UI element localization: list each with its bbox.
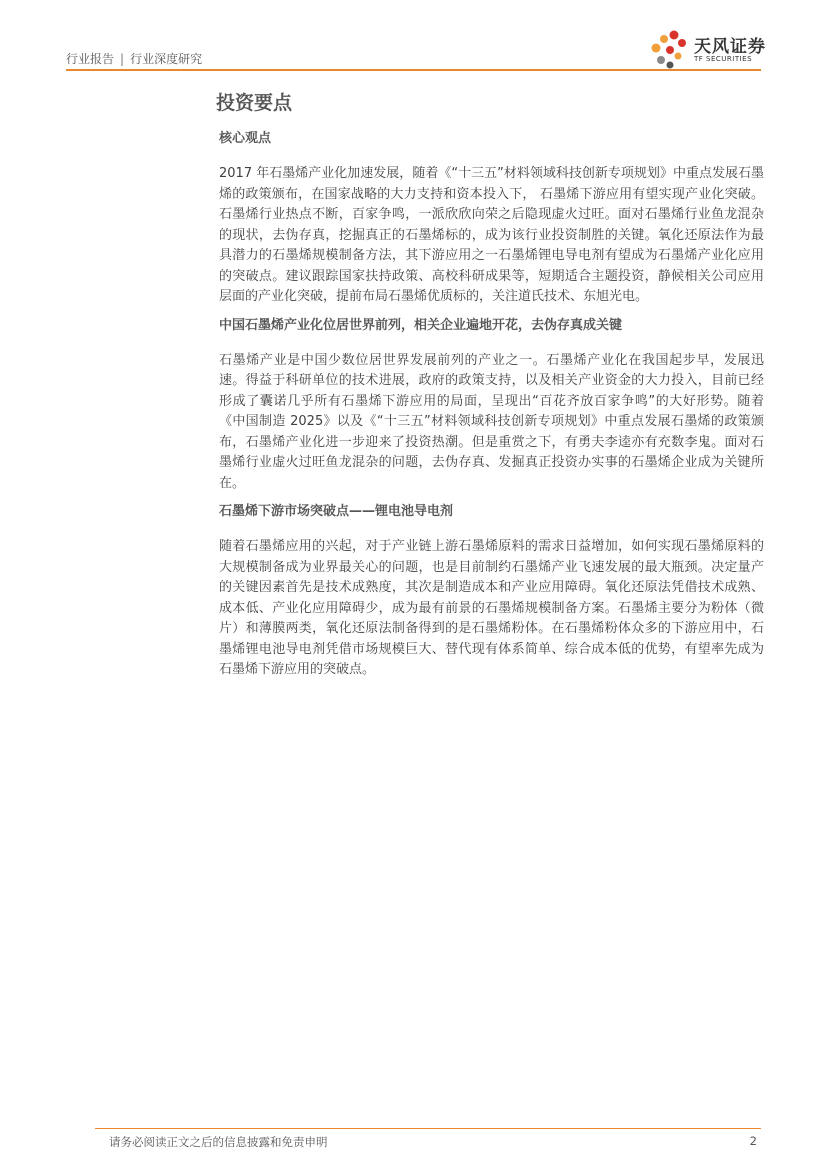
section-paragraph: 石墨烯产业是中国少数位居世界发展前列的产业之一。石墨烯产业化在我国起步早，发展迅速。得益于科研单位的技术进展，政府的政策支持，以及相关产业资金的大力投入，目前已经形成了囊诺几乎所有石墨烯下游应用的局面，呈现出“百花齐放百家争鸣”的大好形势。随着《中国制造 2025》以及《“十三五”材料领域科技创新专项规划》中重点发展石墨烯的政策颁布，石墨烯产业化进一步迎来了投资热潮。但是重赏之下，有勇夫李逵亦有充数李鬼。面对石墨烯行业虚火过旺鱼龙混杂的问题，去伪存真、发掘真正投资办实事的石墨烯企业成为关键所在。	[219, 352, 764, 491]
section-paragraph: 2017 年石墨烯产业化加速发展，随着《“十三五”材料领域科技创新专项规划》中重点发展石墨烯的政策颁布，在国家战略的大力支持和资本投入下， 石墨烯下游应用有望实现产业化突破。石墨烯行业热点不断，百家争鸣，一派欣欣向荣之后隐现虚火过旺。面对石墨烯行业鱼龙混杂的现状，去伪存真，挖掘真正的石墨烯标的，成为该行业投资制胜的关键。氧化还原法作为最具潜力的石墨烯规模制备方法，其下游应用之一石墨烯锂电导电剂有望成为石墨烯产业化应用的突破点。建议跟踪国家扶持政策、高校科研成果等，短期适合主题投资，静候相关公司应用层面的产业化突破，提前布局石墨烯优质标的，关注道氏技术、东旭光电。	[219, 166, 764, 304]
section-industry-position	[219, 317, 764, 495]
company-logo	[648, 28, 768, 72]
footer-disclaimer: 请务必阅读正文之后的信息披露和免责申明	[109, 1135, 328, 1149]
main-content	[219, 130, 764, 690]
section-heading: 中国石墨烯产业化位居世界前列，相关企业遍地开花，去伪存真成关键	[219, 317, 623, 333]
header-separator: |	[120, 52, 125, 66]
header-divider	[66, 69, 761, 71]
section-heading: 石墨烯下游市场突破点——锂电池导电剂	[219, 504, 454, 519]
logo-text-cn: 天风证券	[694, 37, 766, 57]
section-heading: 核心观点	[219, 131, 272, 146]
footer-divider	[95, 1128, 761, 1129]
page-number: 2	[749, 1134, 757, 1148]
logo-text-en: TF SECURITIES	[694, 55, 753, 63]
section-paragraph: 随着石墨烯应用的兴起，对于产业链上游石墨烯原料的需求日益增加，如何实现石墨烯原料的大规模制备成为业界最关心的问题，也是目前制约石墨烯产业飞速发展的最大瓶颈。决定量产的关键因素首先是技术成熟度，其次是制造成本和产业应用障碍。氧化还原法凭借技术成熟、成本低、产业化应用障碍少，成为最有前景的石墨烯规模制备方案。石墨烯主要分为粉体（微片）和薄膜两类，氧化还原法制备得到的是石墨烯粉体。在石墨烯粉体众多的下游应用中，石墨烯锂电池导电剂凭借市场规模巨大、替代现有体系简单、综合成本低的优势，有望率先成为石墨烯下游应用的突破点。	[219, 539, 764, 677]
page-title: 投资要点	[216, 92, 293, 114]
report-type: 行业报告	[66, 52, 115, 66]
logo-mark-icon	[648, 28, 692, 72]
header-breadcrumb	[66, 50, 202, 67]
section-core-view	[219, 130, 764, 308]
section-downstream-breakthrough	[219, 503, 764, 681]
report-subtype: 行业深度研究	[130, 52, 203, 66]
